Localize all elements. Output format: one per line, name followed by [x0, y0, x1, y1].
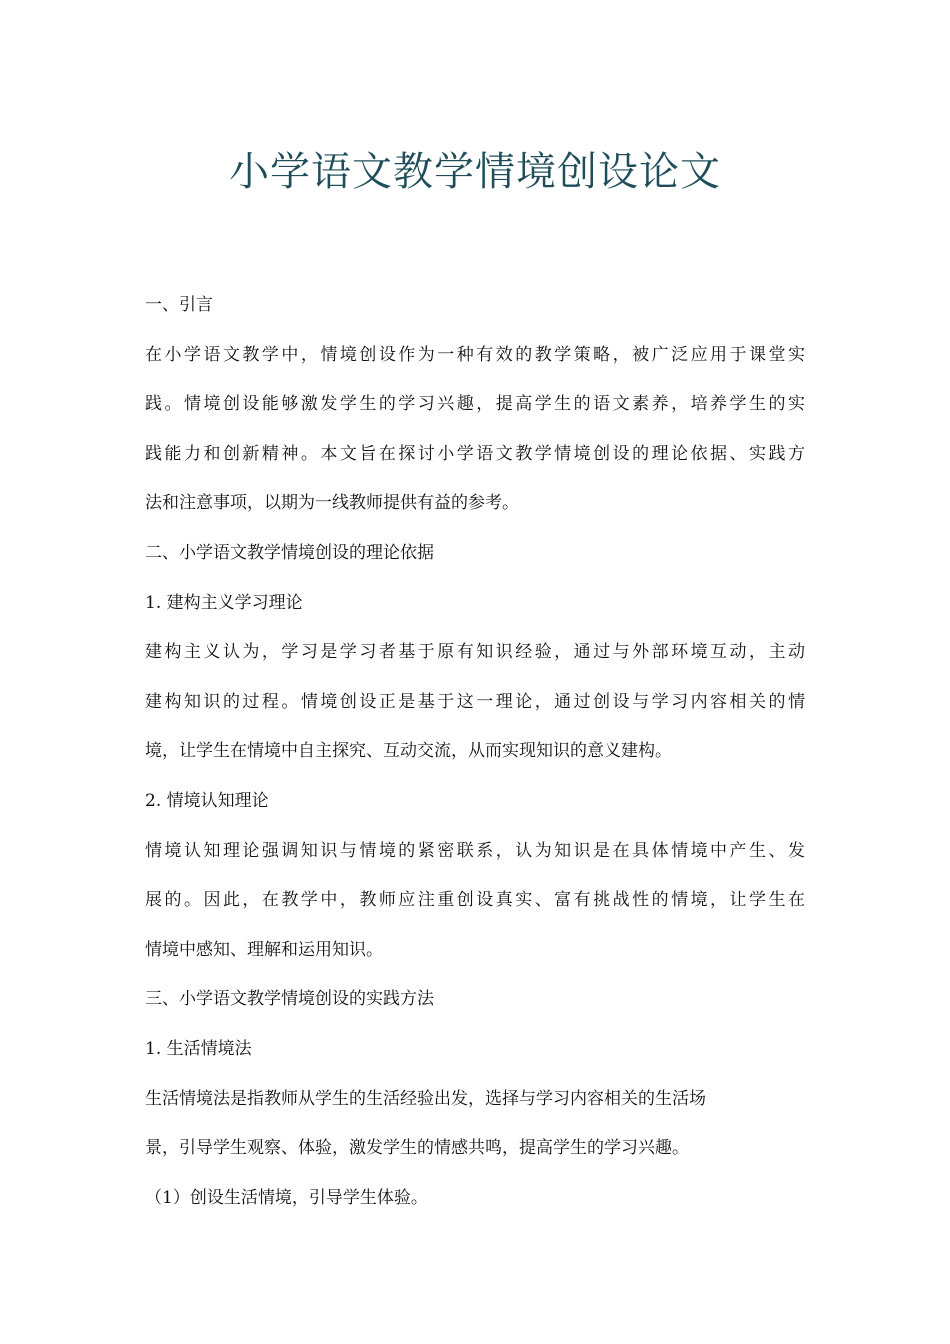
paragraph-line: 景，引导学生观察、体验，激发学生的情感共鸣，提高学生的学习兴趣。	[145, 1138, 689, 1159]
paragraph-line: 建构主义认为，学习是学习者基于原有知识经验，通过与外部环境互动，主动	[145, 642, 805, 663]
paragraph-line: 境，让学生在情境中自主探究、互动交流，从而实现知识的意义建构。	[145, 741, 672, 762]
paragraph-line: 法和注意事项，以期为一线教师提供有益的参考。	[145, 493, 519, 514]
paragraph-line: 情境中感知、理解和运用知识。	[145, 939, 383, 960]
paragraph-line: 展的。因此，在教学中，教师应注重创设真实、富有挑战性的情境，让学生在	[145, 890, 805, 911]
section-heading-practice: 三、小学语文教学情境创设的实践方法	[145, 989, 434, 1010]
paragraph-line: 建构知识的过程。情境创设正是基于这一理论，通过创设与学习内容相关的情	[145, 691, 805, 712]
subsection-heading-situated-cognition: 2. 情境认知理论	[145, 790, 269, 811]
subsection-heading-life-situation: 1. 生活情境法	[145, 1038, 252, 1059]
paragraph-line: 践。情境创设能够激发学生的学习兴趣，提高学生的语文素养，培养学生的实	[145, 394, 805, 415]
paragraph-line: 在小学语文教学中，情境创设作为一种有效的教学策略，被广泛应用于课堂实	[145, 344, 805, 365]
paragraph-line: 生活情境法是指教师从学生的生活经验出发，选择与学习内容相关的生活场	[145, 1088, 706, 1109]
paragraph-line: 情境认知理论强调知识与情境的紧密联系，认为知识是在具体情境中产生、发	[145, 840, 805, 861]
document-body	[145, 281, 805, 1223]
section-heading-introduction: 一、引言	[145, 295, 213, 315]
document-title: 小学语文教学情境创设论文	[229, 149, 721, 195]
section-heading-theory: 二、小学语文教学情境创设的理论依据	[145, 542, 434, 563]
paragraph-line: 践能力和创新精神。本文旨在探讨小学语文教学情境创设的理论依据、实践方	[145, 443, 805, 464]
list-item-heading: （1）创设生活情境，引导学生体验。	[145, 1187, 428, 1208]
subsection-heading-constructivism: 1. 建构主义学习理论	[145, 592, 303, 613]
